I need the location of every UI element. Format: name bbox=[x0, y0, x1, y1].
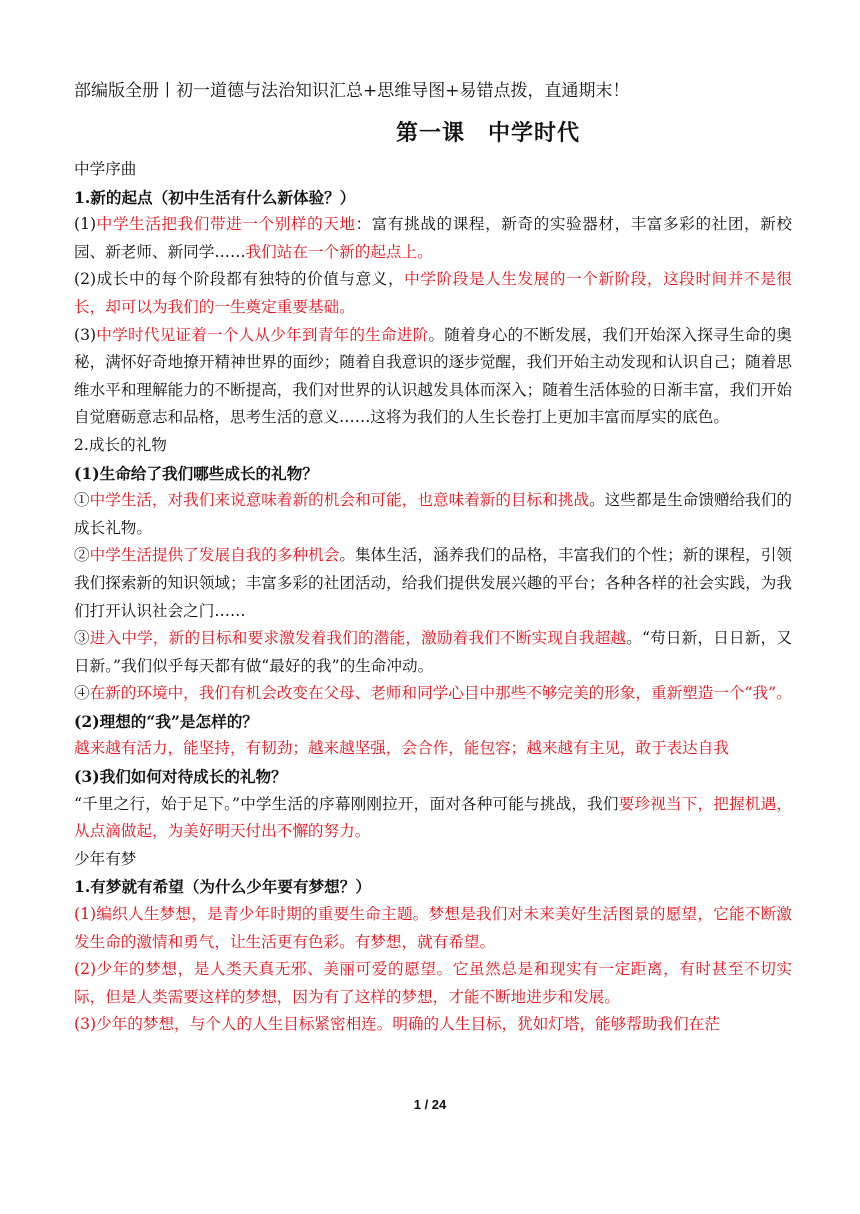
section-heading bbox=[74, 460, 792, 488]
text-segment: (2)成长中的每个阶段都有独特的价值与意义， bbox=[74, 270, 405, 289]
highlight-text: 要珍视当下，把握机遇，从点滴做起，为美好明天付出不懈的努力。 bbox=[74, 794, 792, 841]
paragraph bbox=[74, 625, 792, 680]
paragraph bbox=[74, 487, 792, 542]
text-segment: 。集体生活，涵养我们的品格，丰富我们的个性；新的课程，引领我们探索新的知识领域；丰富多彩的社团活动，给我们提供发展兴趣的平台；各种各样的社会实践，为我们打开认识社会之门…… bbox=[74, 546, 792, 620]
highlight-text: 中学阶段是人生发展的一个新阶段，这段时间并不是很长，却可以为我们的一生奠定重要基础。 bbox=[74, 270, 792, 316]
paragraph bbox=[74, 542, 792, 625]
document-header: 部编版全册丨初一道德与法治知识汇总+思维导图+易错点拨，直通期末！ bbox=[74, 81, 630, 101]
highlight-text: 越来越有活力，能坚持，有韧劲；越来越坚强，会合作，能包容；越来越有主见，敢于表达自我 bbox=[74, 739, 729, 758]
paragraph bbox=[74, 735, 792, 763]
text-segment: (3) bbox=[74, 325, 97, 344]
highlight-text: 在新的环境中，我们有机会改变在父母、老师和同学心目中那些不够完美的形象，重新塑造一个“我”。 bbox=[89, 684, 792, 703]
page-content bbox=[74, 78, 792, 1039]
text-segment: ：富有挑战的课程，新奇的实验器材，丰富多彩的社团，新校园、新老师、新同学…… bbox=[74, 215, 792, 261]
highlight-text: 中学生活提供了发展自我的多种机会 bbox=[89, 546, 340, 565]
text-segment: 2.成长的礼物 bbox=[74, 435, 167, 454]
highlight-text: 我们站在一个新的起点上。 bbox=[245, 242, 433, 261]
text-segment: ③ bbox=[74, 629, 90, 648]
paragraph bbox=[74, 846, 792, 874]
paragraph bbox=[74, 322, 792, 432]
body-text bbox=[74, 156, 792, 1039]
highlight-text: 进入中学，新的目标和要求激发着我们的潜能，激励着我们不断实现自我超越 bbox=[89, 629, 627, 648]
highlight-text: 中学时代见证着一个人从少年到青年的生命进阶 bbox=[96, 325, 429, 344]
text-segment: 。这些都是生命馈赠给我们的成长礼物。 bbox=[74, 491, 792, 537]
highlight-text: (3)少年的梦想，与个人的人生目标紧密相连。明确的人生目标，犹如灯塔，能够帮助我们在茫 bbox=[74, 1015, 720, 1034]
paragraph bbox=[74, 266, 792, 321]
text-segment: ④ bbox=[74, 684, 90, 703]
text-segment: (1) bbox=[74, 215, 97, 234]
highlight-text: (1)编织人生梦想，是青少年时期的重要生命主题。梦想是我们对未来美好生活图景的愿望，它能不断激发生命的激情和勇气，让生活更有色彩。有梦想，就有希望。 bbox=[74, 905, 792, 951]
text-segment: 。“苟日新，日日新，又日新。”我们似乎每天都有做“最好的我”的生命冲动。 bbox=[74, 629, 792, 675]
section-heading bbox=[74, 873, 792, 901]
paragraph bbox=[74, 956, 792, 1011]
text-segment: “千里之行，始于足下。”中学生活的序幕刚刚拉开，面对各种可能与挑战，我们 bbox=[74, 794, 619, 813]
highlight-text: 中学生活把我们带进一个别样的天地 bbox=[96, 215, 356, 234]
text-segment: (2)理想的“我”是怎样的？ bbox=[74, 711, 258, 731]
paragraph bbox=[74, 1011, 792, 1039]
highlight-text: (2)少年的梦想，是人类天真无邪、美丽可爱的愿望。它虽然总是和现实有一定距离，有时甚至不切实际，但是人类需要这样的梦想，因为有了这样的梦想，才能不断地进步和发展。 bbox=[74, 960, 792, 1006]
paragraph bbox=[74, 211, 792, 266]
text-segment: ② bbox=[74, 546, 90, 565]
paragraph bbox=[74, 680, 792, 708]
text-segment: 中学序曲 bbox=[74, 160, 137, 178]
text-segment: 。随着身心的不断发展，我们开始深入探寻生命的奥秘，满怀好奇地撩开精神世界的面纱；随着自我意识的逐步觉醒，我们开始主动发现和认识自己；随着思维水平和理解能力的不断提高，我们对世界的认识越发具体而深入；随着生活体验的日渐丰富，我们开始自觉磨砺意志和品格，思考生活的意义……这将为我们的人生长卷打上更加丰富而厚实的底色。 bbox=[74, 325, 792, 427]
text-segment: ① bbox=[74, 491, 90, 510]
section-heading bbox=[74, 763, 792, 791]
text-segment: 少年有梦 bbox=[74, 849, 137, 868]
text-segment: 1.新的起点（初中生活有什么新体验？） bbox=[74, 187, 356, 207]
section-heading bbox=[74, 708, 792, 736]
highlight-text: 中学生活，对我们来说意味着新的机会和可能，也意味着新的目标和挑战 bbox=[89, 491, 590, 510]
paragraph bbox=[74, 432, 792, 460]
paragraph bbox=[74, 791, 792, 846]
section-heading bbox=[74, 184, 792, 212]
paragraph bbox=[74, 156, 792, 184]
page-number: 1 / 24 bbox=[413, 1097, 447, 1112]
lesson-title: 第一课 中学时代 bbox=[395, 120, 580, 146]
text-segment: (1)生命给了我们哪些成长的礼物？ bbox=[74, 463, 318, 483]
text-segment: (3)我们如何对待成长的礼物？ bbox=[74, 767, 287, 787]
paragraph bbox=[74, 901, 792, 956]
text-segment: 1.有梦就有希望（为什么少年要有梦想？） bbox=[74, 877, 371, 897]
